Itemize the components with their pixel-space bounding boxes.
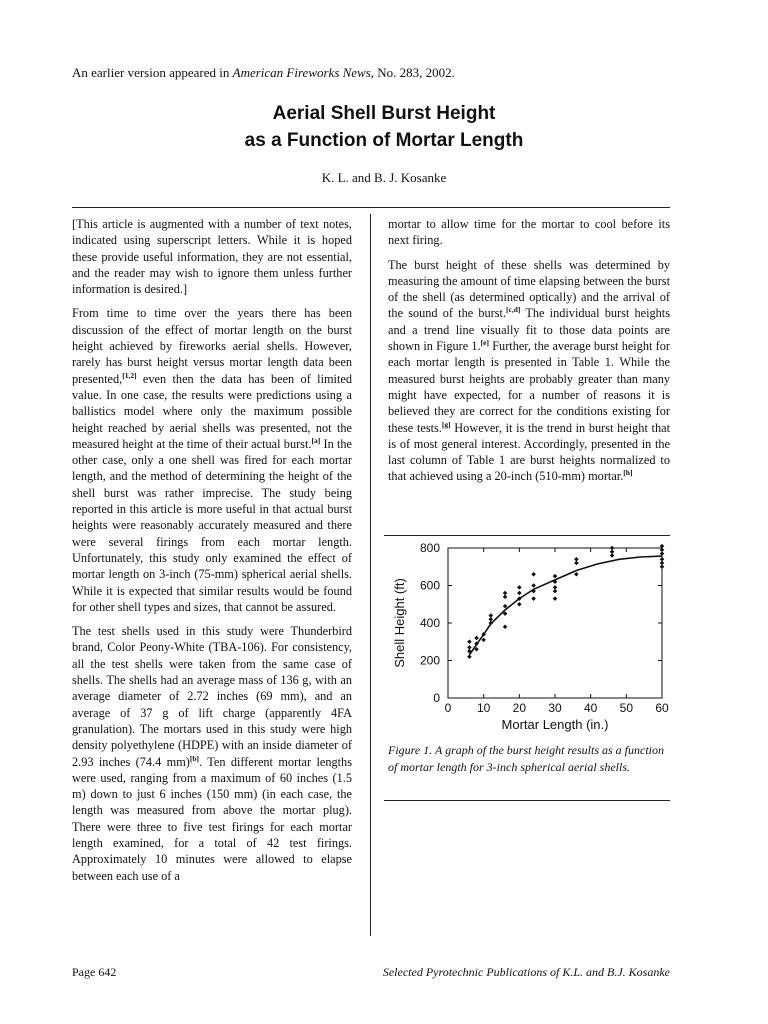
- note-suffix: , No. 283, 2002.: [370, 65, 455, 80]
- data-point: [503, 624, 508, 629]
- y-tick-label: 600: [419, 578, 440, 593]
- data-point: [474, 636, 479, 641]
- data-point: [531, 583, 536, 588]
- figure-bottom-rule: [384, 800, 670, 801]
- title-line-2: as a Function of Mortar Length: [244, 130, 524, 151]
- data-point: [467, 645, 472, 650]
- plot-frame: [448, 548, 662, 698]
- data-point: [503, 591, 508, 596]
- data-point: [553, 596, 558, 601]
- column-divider: [370, 214, 371, 936]
- data-point: [531, 596, 536, 601]
- data-point: [481, 638, 486, 643]
- paragraph-test-shells: The test shells used in this study were Thunderbird brand, Color Peony-White (TBA-106). For consistency, all the test shells were taken from the same case of shells. The shells had an average mass of 136 g, with an average diameter of 2.72 inches (69 mm), and an average of 37 g of lift charge (apparently 4FA granulation). The mortars used in this study were high density polyethylene (HDPE) with an inside diameter of 2.93 inches (74.4 mm)[b]. Ten different mortar lengths were used, ranging from a maximum of 60 inches (1.5 m) down to just 6 inches (150 mm) (in each case, the length was measured from above the mortar plug). There were three to five test firings for each mortar length examined, for a total of 42 test firings. Approximately 10 minutes were allowed to elapse between each use of a: [72, 624, 352, 883]
- paragraph-intro-note: [This article is augmented with a number of text notes, indicated using superscript letters. While it is hoped these provide useful information, they are not essential, and the reader may wish to ignore them unless further information is desired.]: [72, 217, 352, 297]
- y-axis-title: Shell Height (ft): [392, 578, 407, 668]
- x-tick-label: 20: [512, 701, 527, 715]
- data-point: [517, 602, 522, 607]
- publication-title: Selected Pyrotechnic Publications of K.L. and B.J. Kosanke: [382, 965, 670, 979]
- page-number: Page 642: [72, 965, 117, 979]
- trend-line: [469, 556, 662, 655]
- data-point: [610, 546, 615, 551]
- y-tick-label: 800: [419, 541, 440, 555]
- figure-caption: Figure 1. A graph of the burst height results as a function of mortar length for 3-inch spherical aerial shells.: [388, 743, 664, 774]
- title-line-1: Aerial Shell Burst Height: [272, 103, 496, 124]
- data-point: [553, 585, 558, 590]
- article-title: [0, 100, 768, 154]
- left-column: [72, 216, 352, 892]
- burst-height-chart: [384, 540, 670, 740]
- data-point: [574, 572, 579, 577]
- paragraph-background: From time to time over the years there has been discussion of the effect of mortar length on the burst height achieved by fireworks aerial shells. However, rarely has burst height versus mortar length data been presented,[1,2] even then the data has been of limited value. In one case, the results were predictions using a ballistics model where only the maximum possible height reached by aerial shells was presented, not the measured height at the time of their actual burst.[a] In the other case, only a one shell was fired for each mortar length, and the method of determining the height of the shell burst was rather imprecise. The study being reported in this article is more useful in that actual burst heights were reasonably accurately measured and there were several firings from each mortar length. Unfortunately, this study only examined the effect of mortar length on 3-inch (75-mm) spherical aerial shells. While it is expected that similar results would be found for other shell types and sizes, that cannot be assured.: [72, 306, 352, 614]
- y-tick-label: 200: [419, 653, 440, 668]
- note-b: [b]: [189, 753, 200, 763]
- x-tick-label: 50: [619, 701, 634, 715]
- note-prefix: An earlier version appeared in: [72, 65, 233, 80]
- x-tick-label: 40: [583, 701, 598, 715]
- x-axis-title: Mortar Length (in.): [501, 717, 609, 732]
- y-tick-label: 400: [419, 616, 440, 630]
- right-column: [388, 216, 670, 493]
- data-point: [574, 557, 579, 562]
- data-point: [660, 557, 665, 562]
- data-point: [467, 654, 472, 659]
- plot-layer: [392, 541, 669, 732]
- data-point: [517, 591, 522, 596]
- x-tick-label: 10: [476, 701, 491, 715]
- paragraph-burst-height: The burst height of these shells was determined by measuring the amount of time elapsing between the burst of the shell (as determined optically) and the arrival of the sound of the burst.[c,d] The individual burst heights and a trend line visually fit to those data points are shown in Figure 1.[e] Further, the average burst height for each mortar length is presented in Table 1. While the measured burst heights are probably greater than many might have expected, for a number of reasons it is believed they are correct for the conditions existing for these tests.[g] However, it is the trend in burst height that is of most general interest. Accordingly, presented in the last column of Table 1 are burst heights normalized to that achieved using a 20-inch (510-mm) mortar.[h]: [388, 257, 670, 484]
- note-journal: American Fireworks News: [232, 65, 371, 80]
- x-tick-label: 30: [548, 701, 562, 715]
- authors: K. L. and B. J. Kosanke: [321, 170, 447, 185]
- data-point: [517, 585, 522, 590]
- data-point: [531, 572, 536, 577]
- note-g: [g]: [441, 419, 451, 429]
- x-tick-label: 0: [444, 701, 452, 715]
- source-note: [72, 65, 455, 81]
- note-c-d: [c,d]: [506, 305, 521, 315]
- figure-top-rule: [384, 535, 670, 536]
- note-e: [e]: [480, 337, 489, 347]
- ref-1-2: [1,2]: [122, 370, 137, 380]
- note-a: [a]: [311, 435, 321, 445]
- y-tick-label: 0: [433, 691, 440, 705]
- note-h: [h]: [623, 468, 633, 478]
- paragraph-continued: mortar to allow time for the mortar to cool before its next firing.: [388, 217, 670, 248]
- header-rule: [72, 207, 670, 208]
- data-point: [467, 639, 472, 644]
- x-tick-label: 60: [655, 701, 669, 715]
- data-point: [489, 613, 494, 618]
- data-point: [553, 574, 558, 579]
